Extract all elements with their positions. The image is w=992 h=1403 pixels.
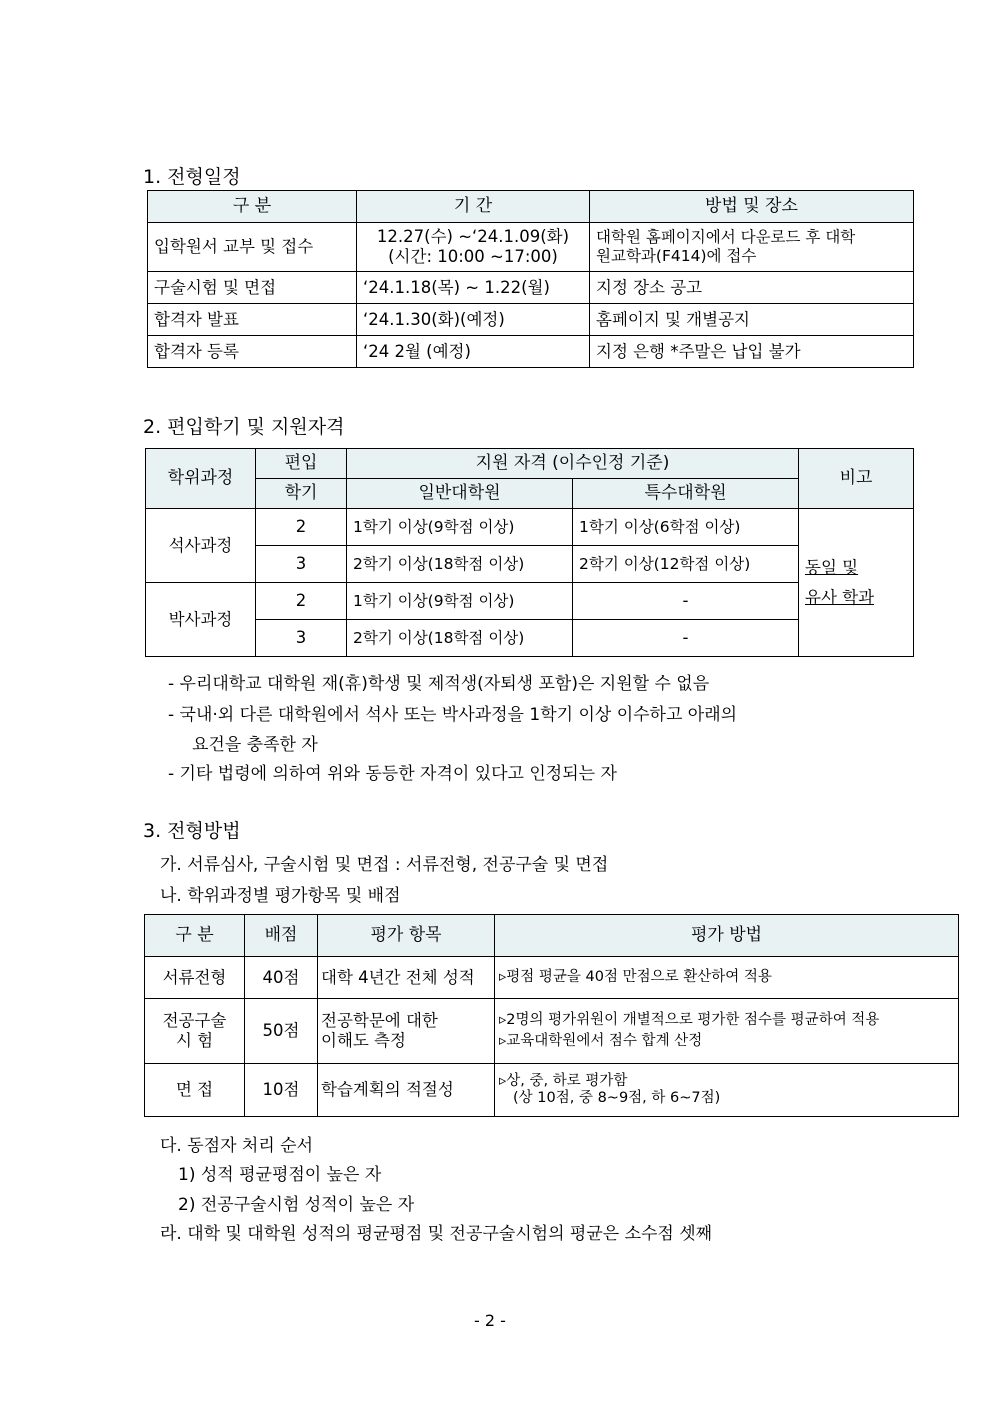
schedule-cell: 합격자 발표 bbox=[148, 304, 357, 336]
table-row bbox=[145, 1064, 959, 1117]
qualification-table bbox=[145, 448, 914, 657]
qual-head-general: 일반대학원 bbox=[347, 479, 573, 509]
schedule-head-method: 방법 및 장소 bbox=[590, 191, 914, 223]
eval-cell: 대학 4년간 전체 성적 bbox=[318, 957, 495, 999]
eval-cell: 학습계획의 적절성 bbox=[318, 1064, 495, 1117]
item-na: 나. 학위과정별 평가항목 및 배점 bbox=[160, 886, 401, 906]
section1-title: 1. 전형일정 bbox=[143, 166, 241, 188]
qual-head-qualification: 지원 자격 (이수인정 기준) bbox=[347, 449, 799, 479]
schedule-table bbox=[147, 190, 914, 368]
qual-head-degree: 학위과정 bbox=[146, 449, 256, 509]
spec-cell: 2학기 이상(12학점 이상) bbox=[573, 546, 799, 583]
degree-doctor: 박사과정 bbox=[146, 583, 256, 657]
schedule-cell: ‘24 2월 (예정) bbox=[357, 336, 590, 368]
page-number: - 2 - bbox=[474, 1311, 506, 1330]
schedule-cell: ‘24.1.18(목) ~ 1.22(월) bbox=[357, 272, 590, 304]
table-row bbox=[145, 957, 959, 999]
period-line: 12.27(수) ~‘24.1.09(화) bbox=[376, 227, 570, 247]
section2-title: 2. 편입학기 및 지원자격 bbox=[143, 416, 345, 438]
spec-cell: - bbox=[573, 620, 799, 657]
qual-head-semester-2: 학기 bbox=[256, 479, 347, 509]
eval-cell bbox=[318, 999, 495, 1064]
sem-cell: 2 bbox=[256, 583, 347, 620]
note-line: 유사 학과 bbox=[805, 587, 875, 607]
item-da-1: 1) 성적 평균평점이 높은 자 bbox=[178, 1165, 382, 1185]
gen-cell: 2학기 이상(18학점 이상) bbox=[347, 546, 573, 583]
eval-head-method: 평가 방법 bbox=[495, 915, 959, 957]
eval-cell bbox=[145, 999, 245, 1064]
gen-cell: 2학기 이상(18학점 이상) bbox=[347, 620, 573, 657]
section3-title: 3. 전형방법 bbox=[143, 820, 241, 842]
schedule-head-period: 기 간 bbox=[357, 191, 590, 223]
evaluation-table bbox=[144, 914, 959, 1117]
schedule-cell: 합격자 등록 bbox=[148, 336, 357, 368]
eval-head-item: 평가 항목 bbox=[318, 915, 495, 957]
schedule-cell: ‘24.1.30(화)(예정) bbox=[357, 304, 590, 336]
eval-cell bbox=[495, 999, 959, 1064]
bullet-line: - 국내·외 다른 대학원에서 석사 또는 박사과정을 1학기 이상 이수하고 아래의 bbox=[168, 705, 738, 725]
eval-cell: ▹평점 평균을 40점 만점으로 환산하여 적용 bbox=[495, 957, 959, 999]
schedule-cell: 지정 은행 *주말은 납입 불가 bbox=[590, 336, 914, 368]
table-row bbox=[146, 620, 914, 657]
schedule-cell: 입학원서 교부 및 접수 bbox=[148, 223, 357, 272]
degree-master: 석사과정 bbox=[146, 509, 256, 583]
eval-cell: 50점 bbox=[245, 999, 318, 1064]
bullet-line: - 기타 법령에 의하여 위와 동등한 자격이 있다고 인정되는 자 bbox=[168, 764, 617, 784]
eval-line: ▹상, 중, 하로 평가함 bbox=[499, 1073, 628, 1090]
spec-cell: - bbox=[573, 583, 799, 620]
eval-line: ▹교육대학원에서 점수 합계 산정 bbox=[499, 1033, 703, 1049]
bullet-line: 요건을 충족한 자 bbox=[192, 735, 318, 755]
eval-line: 전공구술 bbox=[162, 1011, 227, 1031]
eval-line: 이해도 측정 bbox=[321, 1031, 406, 1050]
table-row bbox=[148, 304, 914, 336]
note-line: 동일 및 bbox=[805, 557, 859, 577]
table-row bbox=[148, 223, 914, 272]
eval-cell: 40점 bbox=[245, 957, 318, 999]
qual-head-note: 비고 bbox=[799, 449, 914, 509]
eval-line: ▹2명의 평가위원이 개별적으로 평가한 점수를 평균하여 적용 bbox=[499, 1011, 880, 1028]
gen-cell: 1학기 이상(9학점 이상) bbox=[347, 583, 573, 620]
item-da: 다. 동점자 처리 순서 bbox=[160, 1136, 313, 1156]
schedule-cell bbox=[590, 223, 914, 272]
schedule-cell: 구술시험 및 면접 bbox=[148, 272, 357, 304]
bullet-line: - 우리대학교 대학원 재(휴)학생 및 제적생(자퇴생 포함)은 지원할 수 없음 bbox=[168, 674, 710, 694]
schedule-head-category: 구 분 bbox=[148, 191, 357, 223]
method-line: 대학원 홈페이지에서 다운로드 후 대학 bbox=[596, 228, 856, 247]
eval-cell: 면 접 bbox=[145, 1064, 245, 1117]
qual-head-special: 특수대학원 bbox=[573, 479, 799, 509]
table-row bbox=[146, 509, 914, 546]
table-row bbox=[146, 583, 914, 620]
item-ga: 가. 서류심사, 구술시험 및 면접 : 서류전형, 전공구술 및 면접 bbox=[160, 855, 609, 875]
sem-cell: 3 bbox=[256, 620, 347, 657]
table-row bbox=[146, 546, 914, 583]
eval-line: 시 험 bbox=[175, 1031, 214, 1050]
spec-cell: 1학기 이상(6학점 이상) bbox=[573, 509, 799, 546]
eval-cell: 서류전형 bbox=[145, 957, 245, 999]
sem-cell: 3 bbox=[256, 546, 347, 583]
table-row bbox=[145, 999, 959, 1064]
sem-cell: 2 bbox=[256, 509, 347, 546]
eval-head-score: 배점 bbox=[245, 915, 318, 957]
schedule-cell: 지정 장소 공고 bbox=[590, 272, 914, 304]
eval-line: (상 10점, 중 8~9점, 하 6~7점) bbox=[513, 1090, 721, 1106]
eval-cell bbox=[495, 1064, 959, 1117]
eval-line: 전공학문에 대한 bbox=[321, 1011, 438, 1031]
item-da-2: 2) 전공구술시험 성적이 높은 자 bbox=[178, 1195, 415, 1215]
gen-cell: 1학기 이상(9학점 이상) bbox=[347, 509, 573, 546]
eval-head-category: 구 분 bbox=[145, 915, 245, 957]
period-line: (시간: 10:00 ~17:00) bbox=[388, 247, 558, 266]
note-cell bbox=[799, 509, 914, 657]
method-line: 원교학과(F414)에 접수 bbox=[596, 247, 757, 265]
qual-head-semester: 편입 bbox=[256, 449, 347, 479]
schedule-cell bbox=[357, 223, 590, 272]
item-ra: 라. 대학 및 대학원 성적의 평균평점 및 전공구술시험의 평균은 소수점 셋째 bbox=[160, 1224, 713, 1244]
schedule-cell: 홈페이지 및 개별공지 bbox=[590, 304, 914, 336]
eval-cell: 10점 bbox=[245, 1064, 318, 1117]
table-row bbox=[148, 272, 914, 304]
table-row bbox=[148, 336, 914, 368]
